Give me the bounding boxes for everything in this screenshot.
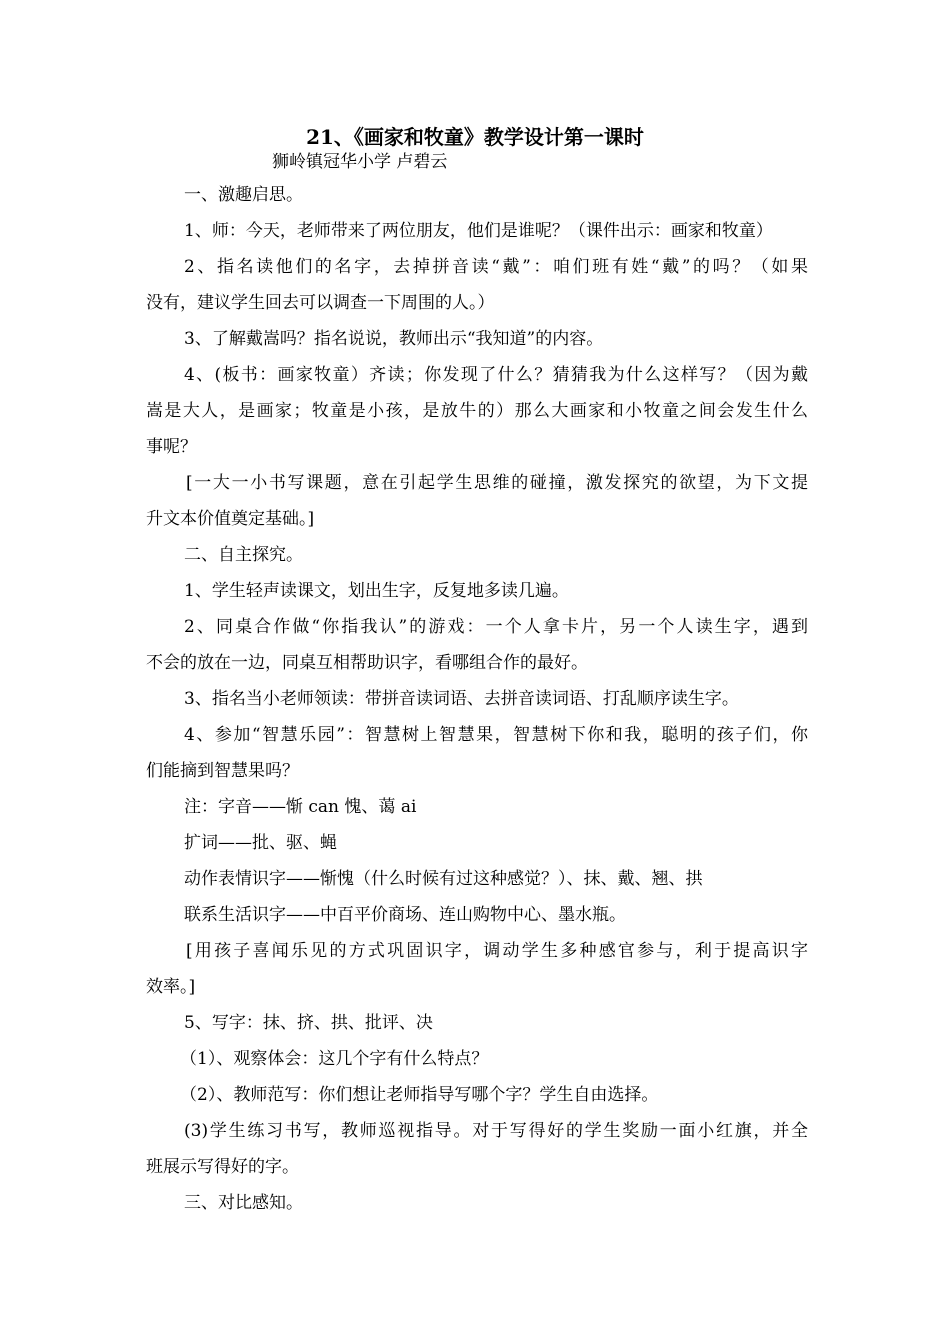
paragraph-line: 联系生活识字——中百平价商场、连山购物中心、墨水瓶。 (184, 905, 626, 925)
note-line: 效率。] (146, 977, 196, 997)
paragraph-line: 1、师：今天，老师带来了两位朋友，他们是谁呢？（课件出示：画家和牧童） (184, 221, 773, 241)
note-line: 升文本价值奠定基础。] (146, 509, 315, 529)
paragraph-line: 4、参加“智慧乐园”：智慧树上智慧果，智慧树下你和我，聪明的孩子们，你 (184, 725, 808, 745)
paragraph-line: （1）、观察体会：这几个字有什么特点？ (180, 1049, 489, 1069)
section-heading: 一、激趣启思。 (184, 185, 303, 205)
paragraph-line: 2、指名读他们的名字，去掉拼音读“戴”：咱们班有姓“戴”的吗？（如果 (184, 257, 808, 277)
paragraph-line: 扩词——批、驱、蝇 (184, 833, 337, 853)
paragraph-line: 3、指名当小老师领读：带拼音读词语、去拼音读词语、打乱顺序读生字。 (184, 689, 739, 709)
paragraph-line: 没有，建议学生回去可以调查一下周围的人。） (146, 293, 495, 313)
paragraph-line: 嵩是大人，是画家；牧童是小孩，是放牛的）那么大画家和小牧童之间会发生什么 (146, 401, 808, 421)
author-line: 狮岭镇冠华小学 卢碧云 (272, 152, 448, 172)
paragraph-line: 1、学生轻声读课文，划出生字，反复地多读几遍。 (184, 581, 569, 601)
paragraph-line: 5、写字：抹、挤、拱、批评、决 (184, 1013, 433, 1033)
paragraph-line: 班展示写得好的字。 (146, 1157, 299, 1177)
paragraph-line: 3、了解戴嵩吗？指名说说，教师出示“我知道”的内容。 (184, 329, 604, 349)
paragraph-line: 动作表情识字——惭愧（什么时候有过这种感觉？）、抹、戴、翘、拱 (184, 869, 703, 889)
paragraph-line: 4、(板书：画家牧童）齐读；你发现了什么？猜猜我为什么这样写？（因为戴 (184, 365, 808, 385)
paragraph-line: 不会的放在一边，同桌互相帮助识字，看哪组合作的最好。 (146, 653, 588, 673)
paragraph-line: （2）、教师范写：你们想让老师指导写哪个字？学生自由选择。 (180, 1085, 659, 1105)
paragraph-line: 们能摘到智慧果吗？ (146, 761, 299, 781)
section-heading: 三、对比感知。 (184, 1193, 303, 1213)
paragraph-line: 注：字音——惭 can 愧、蔼 ai (184, 797, 417, 817)
paragraph-line: (3)学生练习书写，教师巡视指导。对于写得好的学生奖励一面小红旗，并全 (184, 1121, 808, 1141)
note-line: [一大一小书写课题，意在引起学生思维的碰撞，激发探究的欲望，为下文提 (186, 473, 808, 493)
section-heading: 二、自主探究。 (184, 545, 303, 565)
note-line: [用孩子喜闻乐见的方式巩固识字，调动学生多种感官参与，利于提高识字 (186, 941, 808, 961)
page-title: 21、《画家和牧童》教学设计第一课时 (306, 125, 644, 149)
paragraph-line: 2、同桌合作做“你指我认”的游戏：一个人拿卡片，另一个人读生字，遇到 (184, 617, 808, 637)
paragraph-line: 事呢？ (146, 437, 197, 457)
